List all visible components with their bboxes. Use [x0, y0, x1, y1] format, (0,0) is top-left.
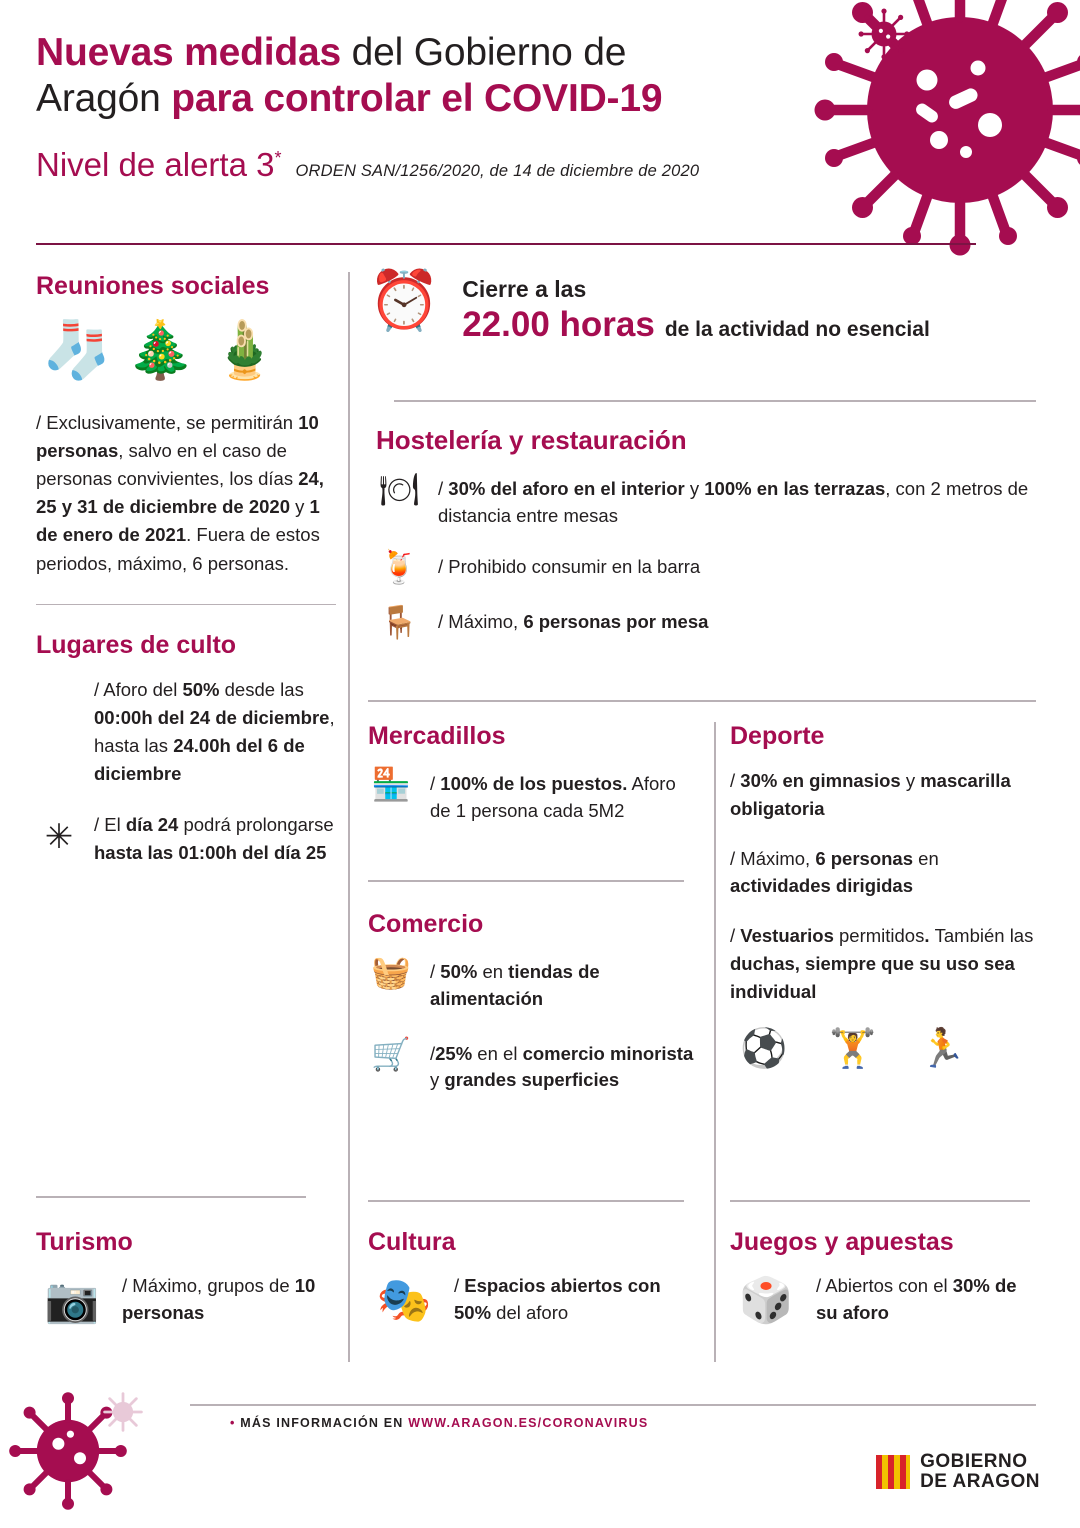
culture-text: / Espacios abiertos con 50% del aforo — [454, 1275, 661, 1323]
hospitality-item-text: / Prohibido consumir en la barra — [438, 555, 701, 577]
markets-title: Mercadillos — [368, 722, 506, 750]
commerce-items — [368, 955, 698, 1094]
christmas-icons-row — [42, 317, 336, 383]
weightlifting-icon: 🏋 — [829, 1028, 877, 1071]
dice-icon: 🎲 — [738, 1275, 794, 1325]
divider-below-sport — [730, 1200, 1030, 1202]
gambling-item — [730, 1273, 1040, 1327]
divider-below-markets — [368, 880, 684, 882]
government-logo — [876, 1452, 1040, 1492]
alert-level-asterisk: * — [274, 148, 282, 169]
worship-items — [36, 676, 336, 867]
cocktail-glass-icon: 🍹 — [379, 548, 419, 585]
alert-level-row — [36, 146, 896, 184]
sport-icons-row — [730, 1027, 1042, 1071]
gambling-text: / Abiertos con el 30% de su aforo — [816, 1275, 1017, 1323]
divider-below-commerce — [368, 1200, 684, 1202]
divider-below-clock — [394, 400, 1036, 402]
order-reference: ORDEN SAN/1256/2020, de 14 de diciembre de 2020 — [295, 162, 700, 181]
commerce-section — [368, 910, 698, 1118]
title-highlight-2: para controlar el COVID-19 — [171, 77, 663, 121]
christmas-tree-icon: 🎄 — [125, 318, 196, 381]
closing-suffix: de la actividad no esencial — [664, 318, 930, 341]
markets-item — [368, 767, 698, 825]
shopping-cart-icon: 🛒 — [371, 1035, 411, 1072]
header-divider — [36, 243, 976, 245]
tourism-title: Turismo — [36, 1228, 133, 1256]
alert-level-text: Nivel de alerta 3 — [36, 146, 275, 184]
government-logo-text — [920, 1452, 1040, 1492]
left-divider-1 — [36, 604, 336, 606]
footer-divider — [190, 1404, 1036, 1406]
virus-bottom-left-small-icon — [100, 1389, 146, 1440]
title-highlight-1: Nuevas medidas — [36, 31, 342, 74]
worship-item — [36, 811, 336, 867]
worship-item-text: / El día 24 podrá prolongarse hasta las 01:00h del día 25 — [94, 813, 334, 863]
culture-title: Cultura — [368, 1228, 456, 1256]
footer-bullet: • — [230, 1416, 236, 1430]
social-meetings-text: / Exclusivamente, se permitirán 10 personas, salvo en el caso de personas convivientes, los días 24, 25 y 31 de diciembre de 2020 y 1 de enero de 2021. Fuera de estos periodos, máximo, 6 personas. — [36, 412, 324, 574]
page-header — [36, 30, 896, 184]
hospitality-item-text: / Máximo, 6 personas por mesa — [438, 610, 709, 632]
culture-section — [368, 1228, 688, 1327]
title-plain-2: Aragón — [36, 77, 172, 121]
hospitality-item-text: / 30% del aforo en el interior y 100% en las terrazas, con 2 metros de distancia entre mesas — [438, 478, 1029, 526]
social-meetings-title: Reuniones sociales — [36, 272, 270, 300]
hospitality-title: Hostelería y restauración — [376, 425, 687, 455]
alarm-clock-icon: ⏰ — [368, 268, 441, 333]
culture-item — [368, 1273, 688, 1327]
sport-items — [730, 767, 1042, 1005]
market-stall-icon: 🏪 — [371, 766, 411, 802]
commerce-item — [368, 1037, 698, 1095]
food-cloche-icon: 🍽 — [378, 471, 420, 507]
sport-item-text: / Vestuarios permitidos. También las duchas, siempre que su uso sea individual — [730, 925, 1034, 1002]
worship-title: Lugares de culto — [36, 631, 237, 660]
star-burst-icon: ✳ — [44, 817, 74, 856]
hospitality-section — [376, 425, 1038, 660]
gambling-title: Juegos y apuestas — [730, 1228, 954, 1256]
tourism-text: / Máximo, grupos de 10 personas — [122, 1275, 316, 1323]
left-divider-2 — [36, 1196, 306, 1198]
commerce-item-text: / 50% en tiendas de alimentación — [430, 961, 600, 1009]
closing-time-block — [368, 268, 1036, 345]
footer-note — [230, 1416, 648, 1430]
sport-item-text: / Máximo, 6 personas en actividades dirigidas — [730, 847, 939, 897]
running-icon: 🏃 — [918, 1028, 966, 1071]
sport-section — [730, 722, 1042, 1071]
theatre-masks-icon: 🎭 — [376, 1275, 432, 1325]
commerce-item — [368, 955, 698, 1013]
column-divider-right — [714, 722, 716, 1362]
footer-text: MÁS INFORMACIÓN EN — [240, 1416, 409, 1430]
worship-item — [36, 676, 336, 788]
christmas-bauble-icon: 🎍 — [209, 318, 280, 381]
logo-line-2: DE ARAGON — [920, 1471, 1040, 1493]
closing-label: Cierre a las — [462, 276, 587, 302]
column-divider-left — [348, 272, 350, 1362]
social-meetings-section — [36, 272, 336, 889]
markets-text: / 100% de los puestos. Aforo de 1 persona cada 5M2 — [430, 773, 676, 821]
tourism-item — [36, 1273, 336, 1327]
closing-hour: 22.00 horas — [462, 305, 655, 344]
sport-title: Deporte — [730, 722, 825, 750]
christmas-stocking-icon: 🧦 — [42, 318, 112, 381]
tourism-section — [36, 1228, 336, 1327]
worship-item-text: / Aforo del 50% desde las 00:00h del 24 de diciembre, hasta las 24.00h del 6 de diciembre — [94, 679, 335, 785]
footer-url[interactable]: WWW.ARAGON.ES/CORONAVIRUS — [408, 1416, 649, 1430]
logo-line-1: GOBIERNO — [920, 1451, 1028, 1473]
divider-below-hospitality — [368, 700, 1036, 702]
soccer-ball-icon: ⚽ — [740, 1028, 788, 1071]
commerce-item-text: /25% en el comercio minorista y grandes superficies — [430, 1042, 694, 1091]
camera-icon: 📷 — [44, 1275, 100, 1325]
star-burst-icon — [36, 676, 82, 682]
sport-item-text: / 30% en gimnasios y mascarilla obligatoria — [730, 770, 1011, 819]
gambling-section — [730, 1228, 1040, 1327]
grocery-basket-icon: 🧺 — [371, 954, 411, 990]
alert-level — [36, 146, 281, 184]
page-title — [36, 30, 896, 122]
hospitality-items — [376, 472, 1038, 640]
hospitality-item — [376, 605, 1038, 640]
hospitality-item — [376, 550, 1038, 585]
title-plain-1: del Gobierno de — [341, 31, 627, 74]
table-chairs-icon: 🪑 — [379, 603, 419, 640]
commerce-title: Comercio — [368, 910, 484, 938]
aragon-flag-icon — [876, 1455, 910, 1489]
hospitality-item — [376, 472, 1038, 530]
markets-section — [368, 722, 698, 845]
